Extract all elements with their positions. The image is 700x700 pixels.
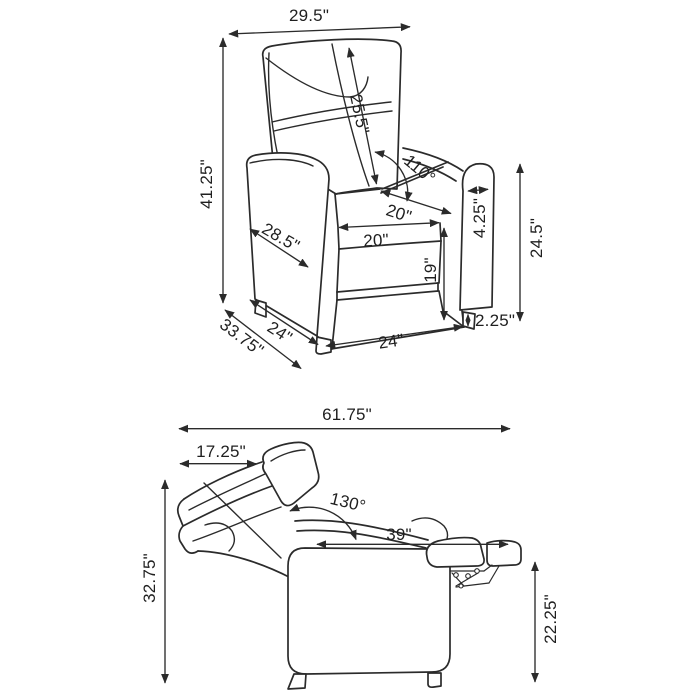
base-side-depth-label: 24" [263,317,296,348]
seat-cushion-front-right [440,223,441,241]
leg-height-label: 2.25" [475,311,516,330]
reclined-back-frame-line [204,483,281,558]
footrest-bar-top [337,283,438,292]
seat-cushion-front-left [338,228,339,249]
overall-depth-label: 33.75" [216,314,268,360]
base-front-width-label: 24" [377,330,406,353]
seat-cushion-front-bottom [339,241,441,249]
footrest-linkage-arm-2 [489,566,499,583]
armrest-height-label: 24.5" [527,217,546,259]
front-skirt-left [337,249,339,292]
overall-height-label: 41.25" [197,159,216,209]
seat-front-width-dimension [339,223,439,228]
reclined-back-tip [178,499,184,526]
back-to-footrest-label: 39" [386,525,412,544]
linkage-pivot-1 [454,573,459,578]
recline-angle-label: 130° [328,488,368,517]
linkage-pivot-2 [466,574,471,579]
reclined-recliner-view [140,405,560,689]
seat-back-junction-arch [412,518,448,539]
seat-back-width-label: 20" [383,200,414,227]
seat-front-width-label: 20" [362,230,390,251]
reclined-height-label: 32.75" [140,553,159,603]
headrest-depth-label: 17.25" [196,442,246,461]
front-right-leg [463,312,475,329]
armrest-pad [426,538,484,567]
base-lower-left [332,300,337,348]
arm-side-depth-label: 28.5" [258,219,303,256]
overall-width-dimension [229,27,410,34]
back-length-label: 25.5" [346,92,373,136]
overall-width-label: 29.5" [288,6,330,25]
upright-recliner-view [197,6,546,369]
recline-angle-arc [290,507,356,539]
reclined-right-leg [428,673,441,687]
footrest-linkage-arm-1 [484,565,492,571]
seat-left-edge [335,194,338,227]
rear-left-leg [255,300,266,317]
back-angle-label: 110° [400,150,440,188]
armrest-top-width-label: 4.25" [470,197,489,239]
linkage-pivot-4 [459,584,463,588]
side-arm-panel [288,548,450,674]
arm-height-label: 22.25" [541,594,560,644]
reclined-left-leg [288,674,306,689]
seat-height-label: 19" [421,257,440,283]
overall-length-label: 61.75" [322,405,372,424]
footrest-bar-bottom [337,291,438,300]
linkage-pivot-3 [475,569,480,574]
